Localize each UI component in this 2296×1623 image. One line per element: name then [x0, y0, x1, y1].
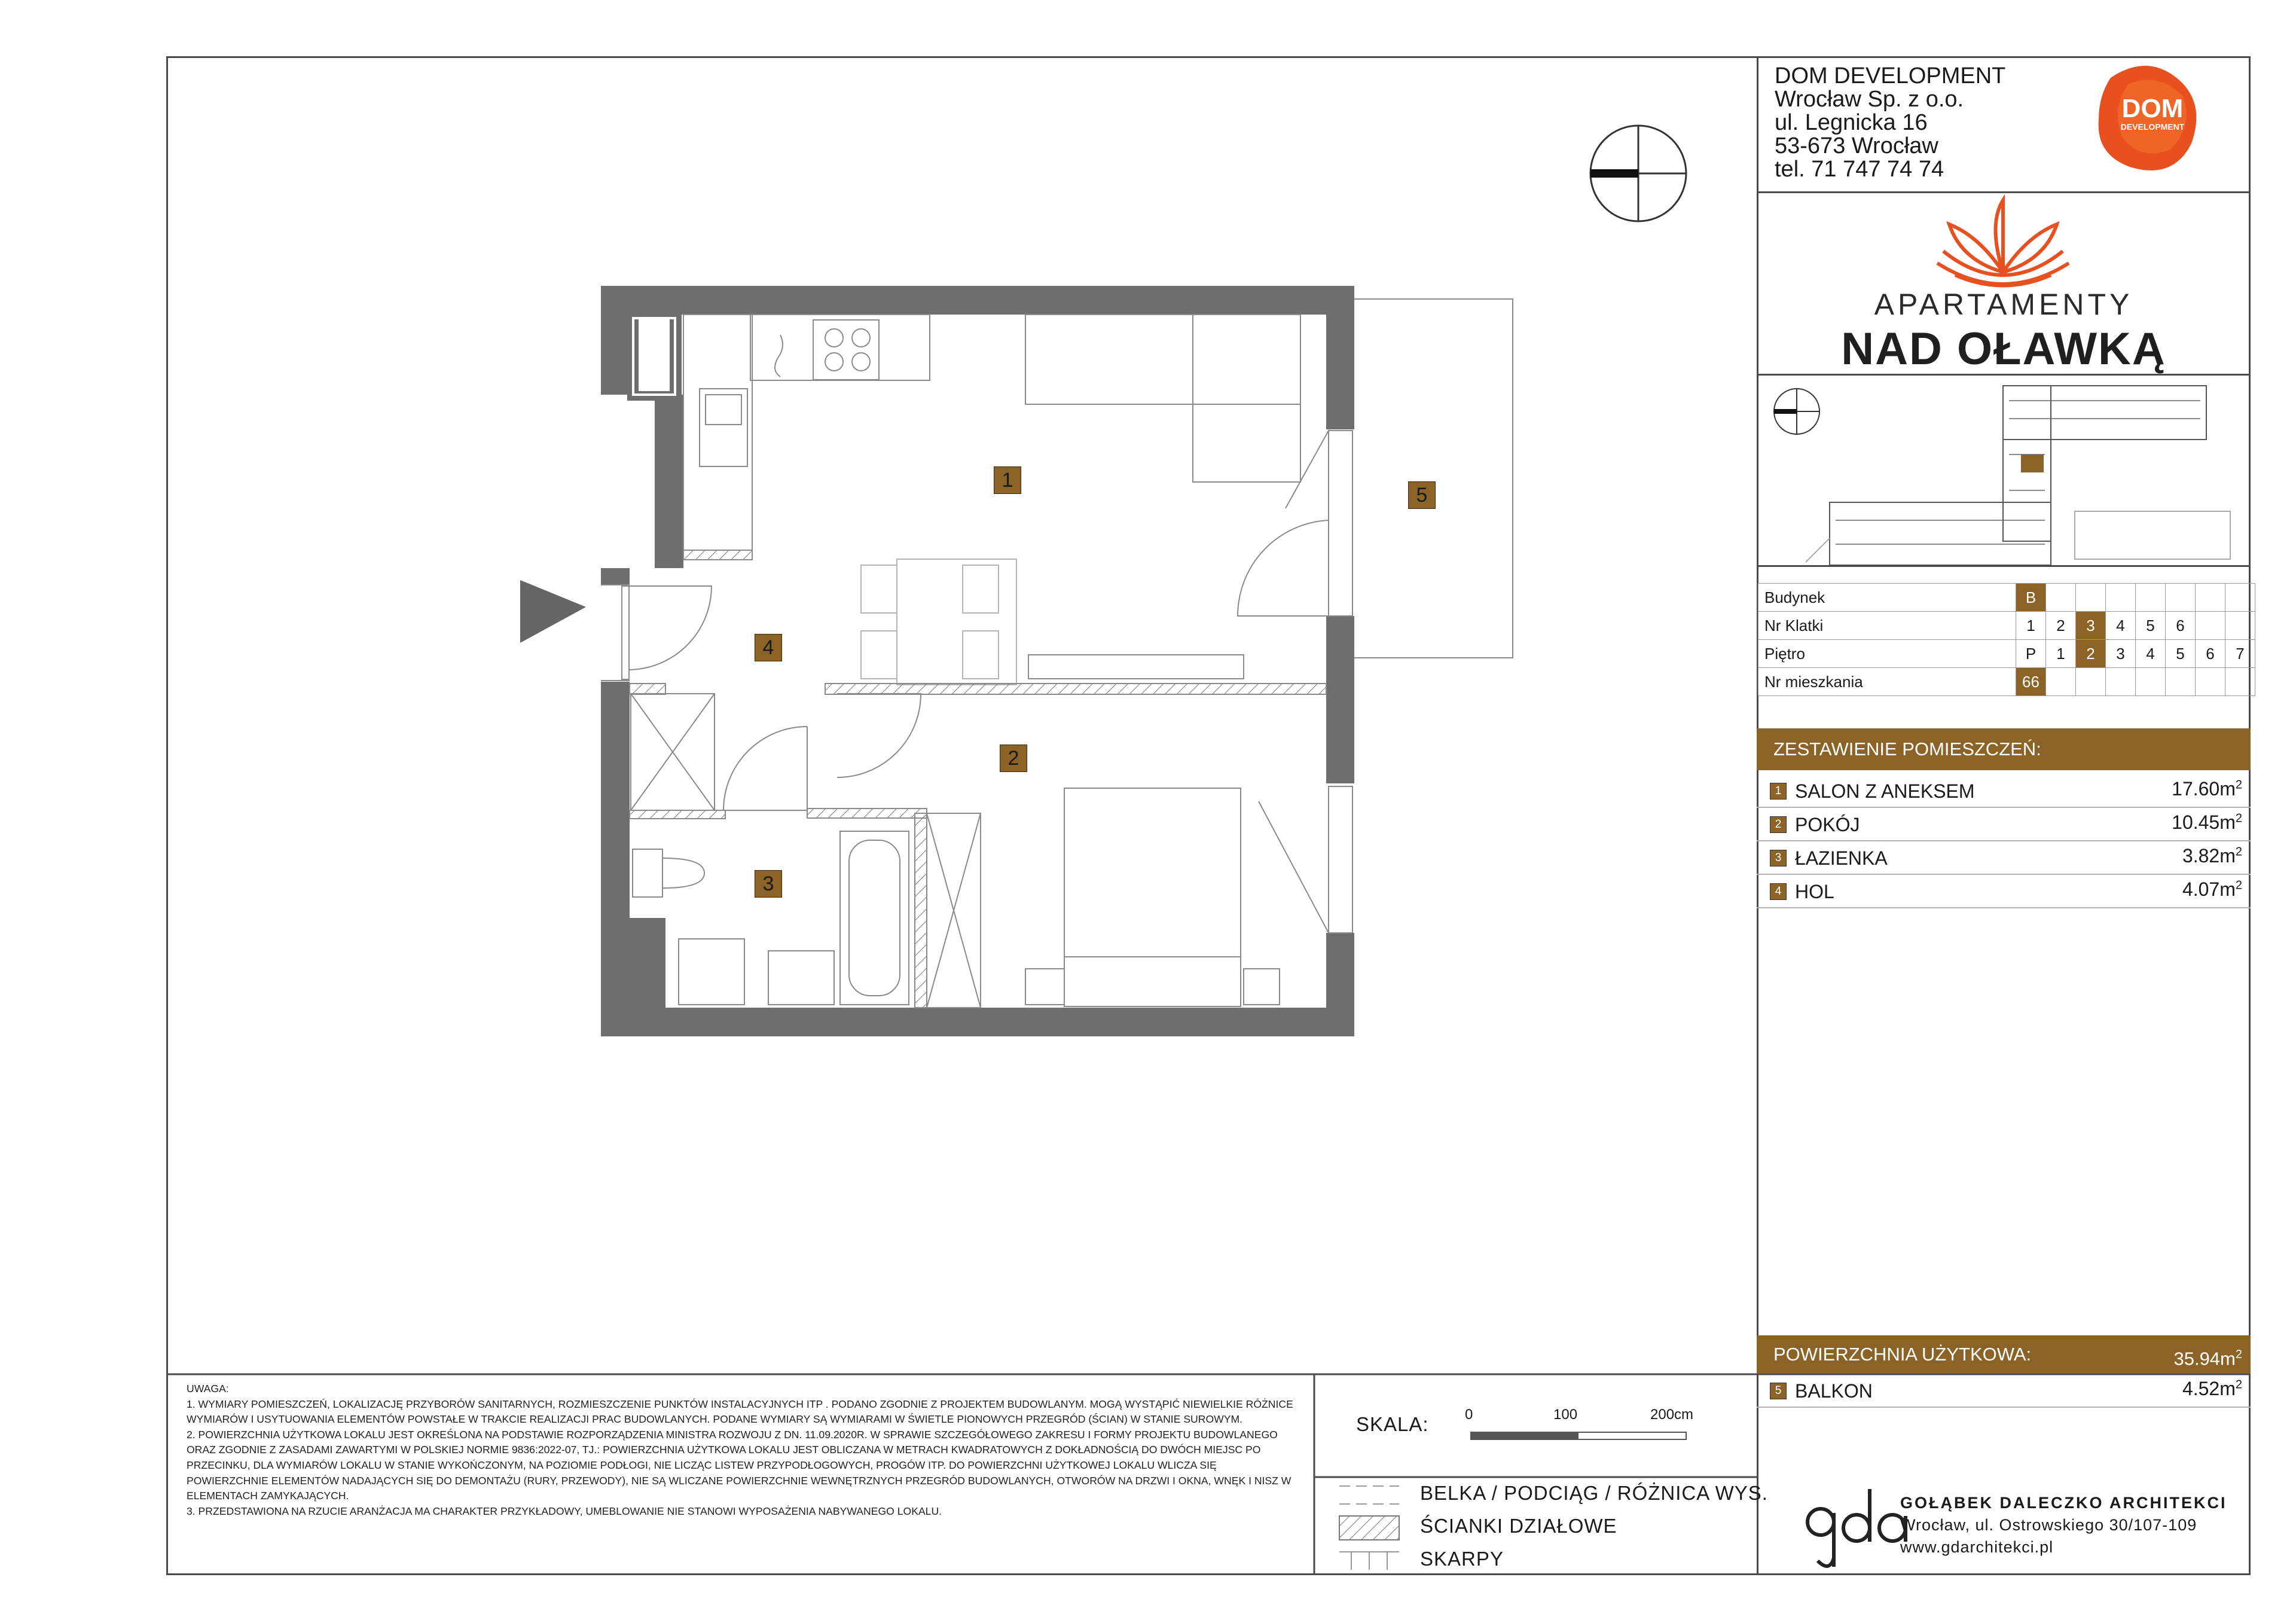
plan-label-1: 1 — [994, 466, 1021, 494]
reveal-icon — [1339, 1552, 1399, 1570]
developer-name: DOM DEVELOPMENT — [1775, 63, 2006, 89]
hatch-icon — [1339, 1516, 1399, 1540]
developer-address — [1775, 65, 2005, 181]
note-item: 1. WYMIARY POMIESZCZEŃ, LOKALIZACJĘ PRZYBORÓW SANITARNYCH, ROZMIESZCZENIE PUNKTÓW INSTALACYJNYCH ITP . PODANO ZGODNIE Z PROJEKTEM BUDOWLANYM. MOGĄ WYSTĄPIĆ NIEWIELKIE RÓŻNICE WYMIARÓW I USYTUOWANIA ELEMENTÓW POWSTAŁE W TRAKCIE REALIZACJI PRAC BUDOWLANYCH. PODANE WYMIARY SĄ WYMIARAMI W ŚWIETLE PIONOWYCH PRZEGRÓD (ŚCIAN) W STANIE SUROWYM. — [187, 1398, 1293, 1426]
rooms-header: ZESTAWIENIE POMIESZCZEŃ: — [1757, 728, 2251, 770]
balcony-row: 5 BALKON $4.52m^2$ — [1757, 1374, 2251, 1408]
developer-city: 53-673 Wrocław — [1775, 133, 1938, 158]
project-title-line2: NAD OŁAWKĄ — [1841, 324, 2166, 374]
developer-company: Wrocław Sp. z o.o. — [1775, 87, 1964, 112]
plan-label-4: 4 — [755, 634, 782, 661]
plan-label-3: 3 — [755, 870, 782, 898]
scale-tick-200: 200cm — [1650, 1407, 1694, 1423]
building-row: Budynek B — [1758, 584, 2255, 612]
divider — [1757, 191, 2251, 193]
legend-reveal: SKARPY — [1420, 1548, 1504, 1570]
room-row: 4 HOL $4.07m^2$ — [1757, 875, 2251, 908]
plan-label-2: 2 — [1000, 745, 1027, 772]
room-row: 2 POKÓJ $10.45m^2$ — [1757, 808, 2251, 841]
room-row: 3 ŁAZIENKA $3.82m^2$ — [1757, 841, 2251, 875]
notes-title: UWAGA: — [187, 1383, 229, 1395]
floor-row: Piętro P 1 2 3 4 5 6 7 — [1758, 640, 2255, 668]
note-item: 2. POWIERZCHNIA UŻYTKOWA LOKALU JEST OKREŚLONA NA PODSTAWIE ROZPORZĄDZENIA MINISTRA ROZWOJU Z DN. 11.09.2020R. W SPRAWIE SZCZEGÓŁOWEGO ZAKRESU I FORMY PROJEKTU BUDOWLANEGO ORAZ ZGODNIE Z ZASADAMI ZAWARTYMI W POLSKIEJ NORMIE 9836:2022-07, TJ.: POWIERZCHNIA UŻYTKOWA LOKALU JEST OBLICZANA W METRACH KWADRATOWYCH Z DOKŁADNOŚCIĄ DO DWÓCH MIEJSC PO PRZECINKU, DLA WYMIARÓW LOKALU W STANIE WYKOŃCZONYM, NA POZIOMIE PODŁOGI, NIE LICZĄC LISTEW PRZYPODŁOGOWYCH, PROGÓW ITP. DO POWIERZCHNI UŻYTKOWEJ LOKALU WLICZA SIĘ POWIERZCHNIE ELEMENTÓW NADAJĄCYCH SIĘ DO DEMONTAŻU (RURY, PRZEWODY), NIE SĄ WLICZANE POWIERZCHNIE WEWNĘTRZNYCH PRZEGRÓD BUDOWLANYCH, OTWORÓW NA DRZWI I OKNA, WNĘK I NISZ W ELEMENTACH ZAMYKAJĄCYCH. — [187, 1428, 1292, 1502]
legend-partition: ŚCIANKI DZIAŁOWE — [1420, 1515, 1617, 1537]
interior-lines — [601, 299, 1513, 1008]
project-title-line1: APARTAMENTY — [1874, 288, 2133, 321]
scale-tick-0: 0 — [1465, 1407, 1473, 1423]
scale-bar — [1471, 1432, 1686, 1439]
usable-area-bar: POWIERZCHNIA UŻYTKOWA: $35.94m^2$ — [1757, 1335, 2251, 1374]
architect-address: Wrocław, ul. Ostrowskiego 30/107-109 — [1900, 1516, 2197, 1534]
legend-beam: BELKA / PODCIĄG / RÓŻNICA WYS. — [1420, 1482, 1768, 1504]
developer-phone: tel. 71 747 74 74 — [1775, 157, 1944, 182]
developer-logo-text: DOM DEVELOPMENT — [2120, 94, 2185, 132]
apartment-row: Nr mieszkania 66 — [1758, 668, 2255, 696]
entrance-arrow-icon — [520, 580, 586, 643]
plan-label-5: 5 — [1408, 481, 1436, 509]
notes — [187, 1381, 1299, 1519]
developer-street: ul. Legnicka 16 — [1775, 110, 1928, 135]
note-item: 3. PRZEDSTAWIONA NA RZUCIE ARANŻACJA MA CHARAKTER PRZYKŁADOWY, UMEBLOWANIE NIE STANOWI WYPOSAŻENIA NABYWANEGO LOKALU. — [187, 1505, 942, 1517]
room-row: 1 SALON Z ANEKSEM $17.60m^2$ — [1757, 774, 2251, 808]
staircase-row: Nr Klatki 1 2 3 4 5 6 — [1758, 612, 2255, 640]
scale-label: SKALA: — [1356, 1413, 1429, 1435]
dashed-line-icon — [1339, 1486, 1399, 1504]
scale-tick-100: 100 — [1553, 1407, 1578, 1423]
apartment-info-table — [1758, 583, 2255, 696]
compass-icon — [1590, 126, 1686, 221]
architect-info — [1900, 1492, 2227, 1558]
divider — [1757, 565, 2251, 567]
architect-website: www.gdarchitekci.pl — [1900, 1538, 2054, 1556]
architect-name: GOŁĄBEK DALECZKO ARCHITEKCI — [1900, 1494, 2227, 1512]
